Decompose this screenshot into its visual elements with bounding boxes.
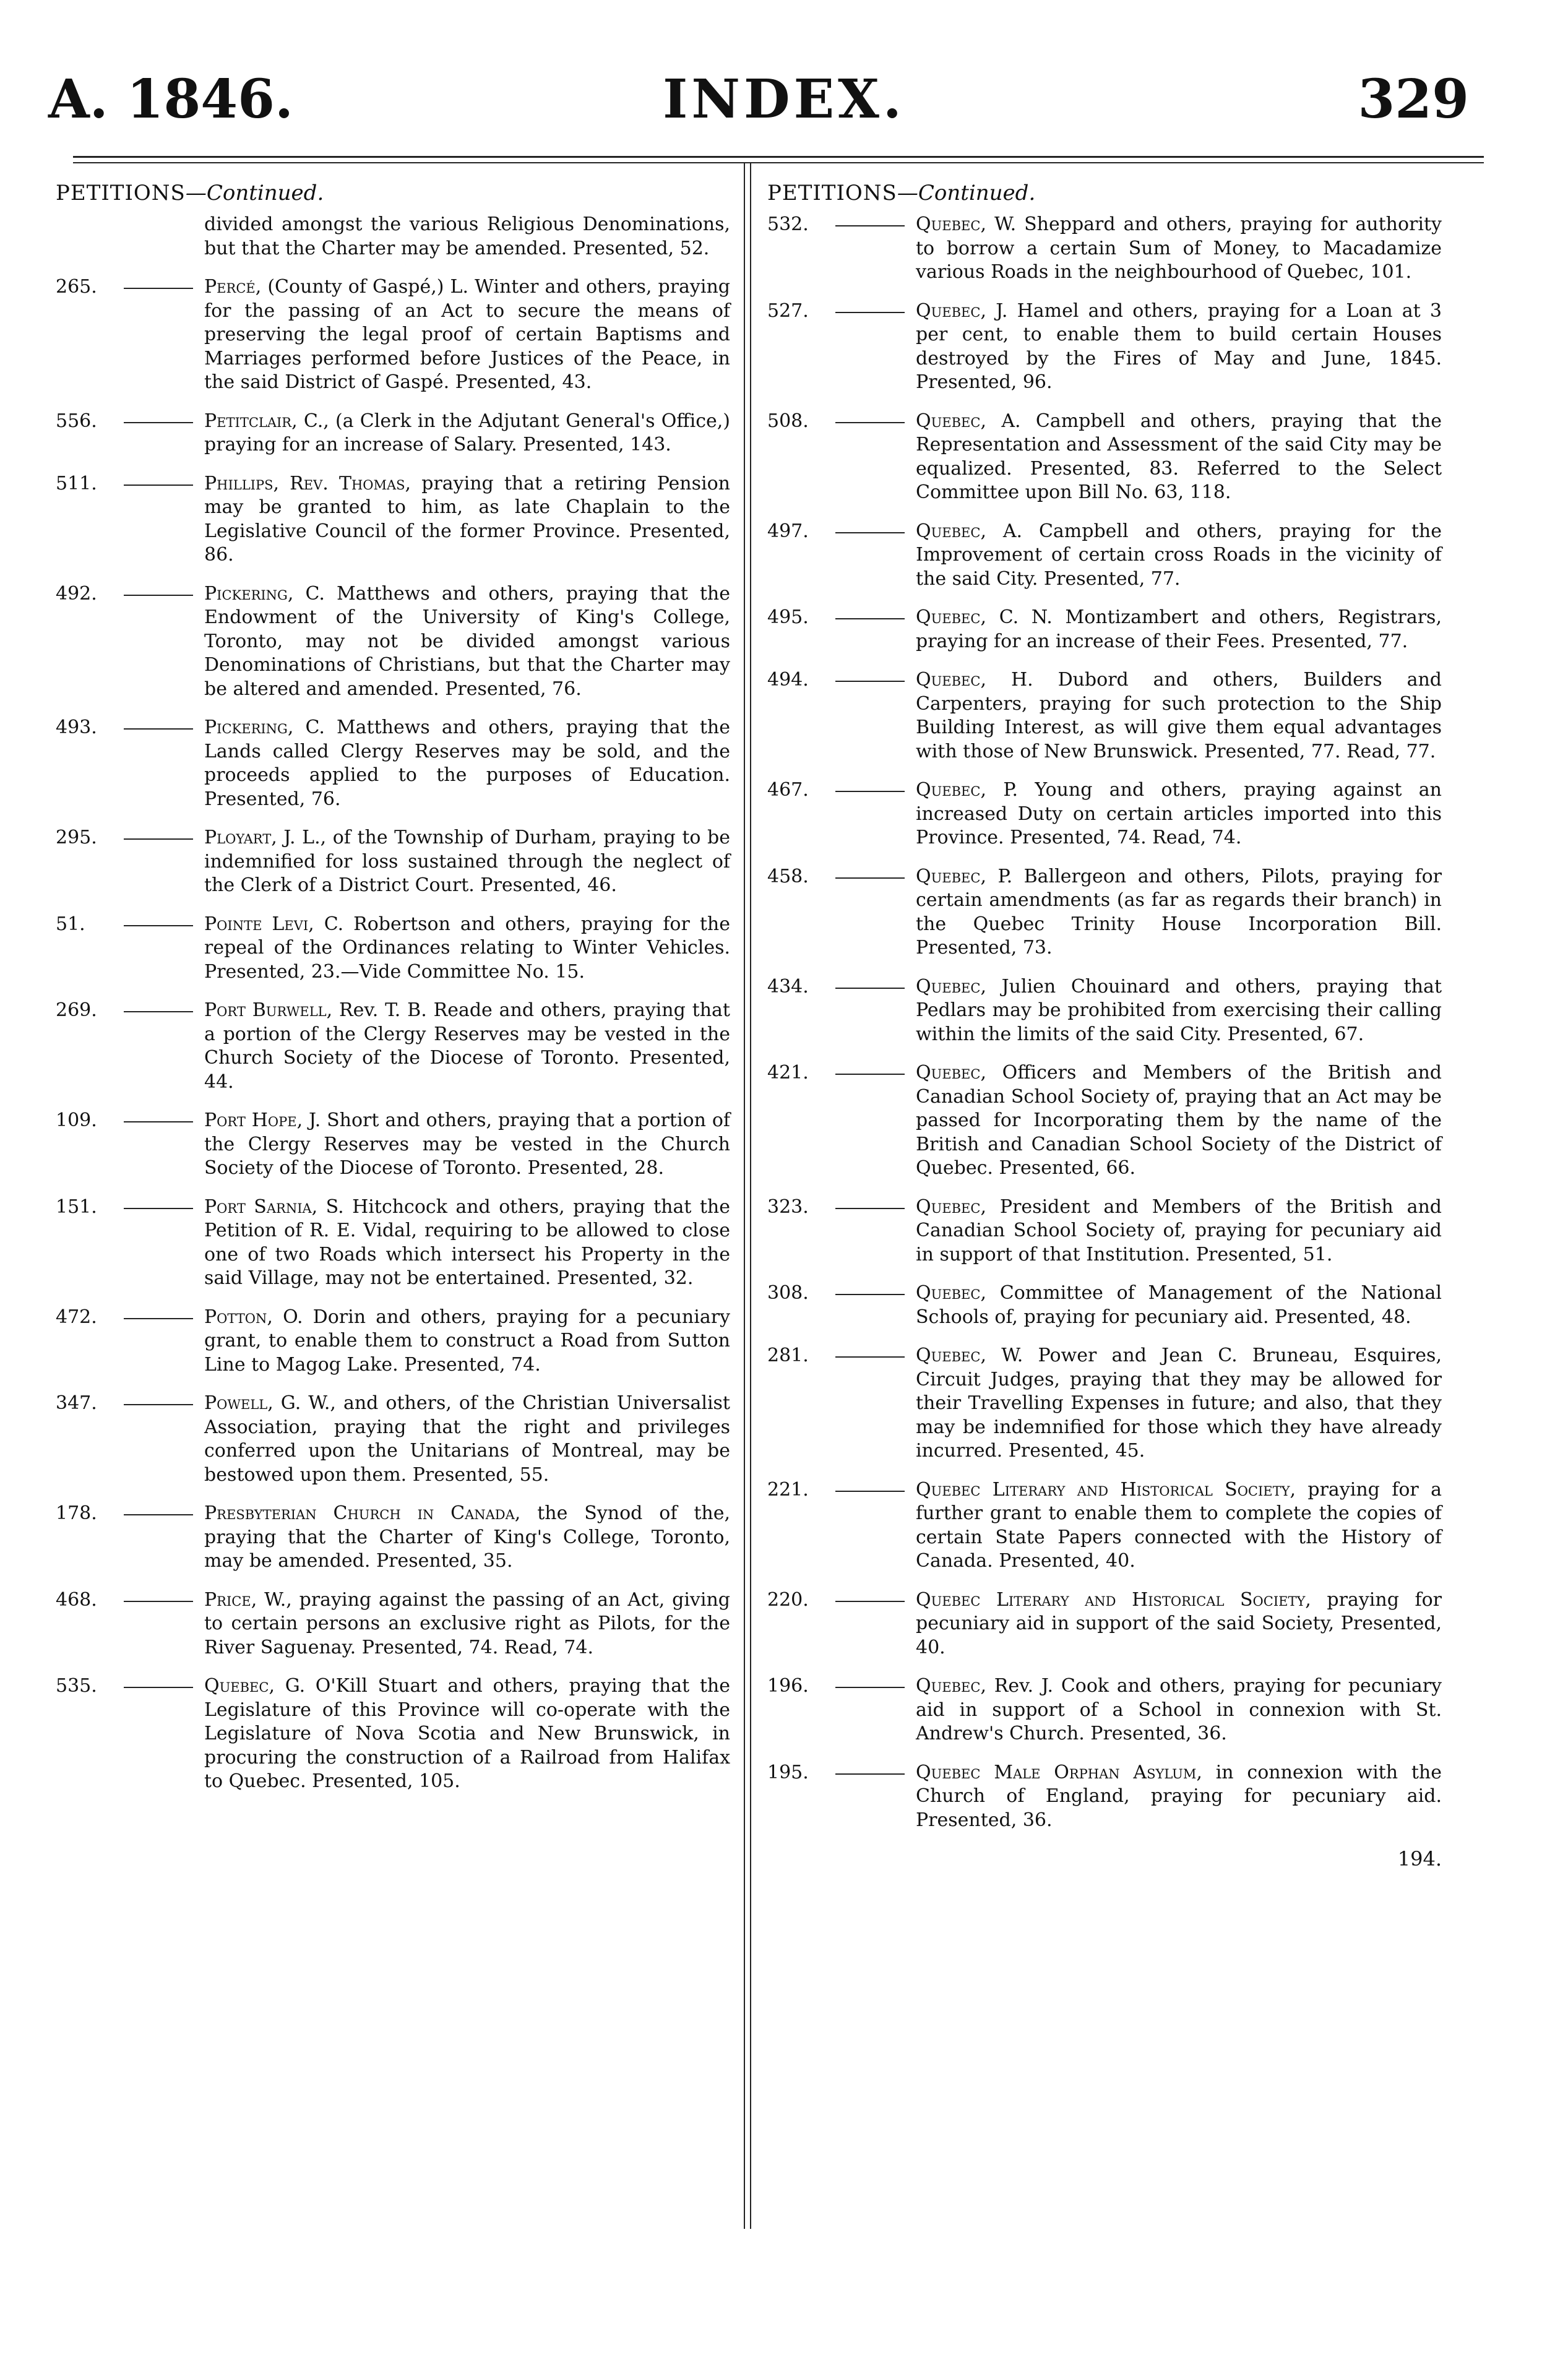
- entry-text: G. W., and others, of the Christian Universalist Association, praying that the right and privileges conferred upon the Unitarians of Montreal, may be bestowed upon them. Presented, 55.: [204, 1392, 730, 1486]
- index-entry: [767, 1478, 1442, 1574]
- petition-number: 535.: [56, 1675, 97, 1697]
- leader-dash: [835, 681, 905, 682]
- leader-dash: [835, 1773, 905, 1775]
- index-entry: [767, 1061, 1442, 1181]
- petition-number: 527.: [767, 299, 809, 322]
- petitioner-name: Quebec,: [916, 669, 986, 691]
- index-entry: [56, 1588, 730, 1660]
- petitioner-name: Presbyterian Church in Canada,: [204, 1502, 521, 1524]
- index-entry: [767, 778, 1442, 850]
- entry-text: W. Sheppard and others, praying for authority to borrow a certain Sum of Money, to Macadamize various Roads in the neighbourhood of Quebec, 101.: [916, 213, 1442, 283]
- petitioner-name: Phillips, Rev. Thomas,: [204, 472, 411, 494]
- petition-number: 458.: [767, 865, 809, 887]
- entry-text: the Synod of the, praying that the Charter of King's College, Toronto, may be amended. Presented, 35.: [204, 1502, 730, 1572]
- petitioner-name: Pointe Levi,: [204, 913, 314, 935]
- petition-number: 508.: [767, 410, 809, 432]
- page-number: 329: [1358, 68, 1469, 131]
- session-year: A. 1846.: [48, 68, 293, 131]
- leader-dash: [124, 485, 193, 486]
- petition-number: 532.: [767, 213, 809, 235]
- section-heading: [767, 181, 1442, 208]
- entry-text: P. Ballergeon and others, Pilots, praying for certain amendments (as far as regards their branch) in the Quebec Trinity House Incorporation Bill. Presented, 73.: [916, 865, 1442, 958]
- entry-text: P. Young and others, praying against an increased Duty on certain articles imported into this Province. Presented, 74. Read, 74.: [916, 779, 1442, 848]
- petitioner-name: Quebec Literary and Historical Society,: [916, 1478, 1296, 1501]
- petitioner-name: Ployart,: [204, 827, 277, 848]
- petition-number: 109.: [56, 1109, 97, 1131]
- index-entry: [56, 1674, 730, 1794]
- index-entry: [56, 1195, 730, 1291]
- leader-dash: [124, 728, 193, 730]
- index-entry: [767, 1282, 1442, 1329]
- leader-dash: [124, 422, 193, 423]
- petitioner-name: Quebec,: [916, 520, 986, 542]
- index-entry: [56, 275, 730, 395]
- leader-dash: [124, 1404, 193, 1405]
- petition-number: 493.: [56, 717, 97, 738]
- leader-dash: [124, 1687, 193, 1688]
- petition-number: 323.: [767, 1195, 809, 1218]
- index-entry: [56, 1306, 730, 1377]
- petition-number: 497.: [767, 520, 809, 542]
- index-entry: [767, 1761, 1442, 1833]
- petition-number: 495.: [767, 606, 809, 628]
- petitioner-name: Quebec,: [916, 1345, 986, 1366]
- index-entry: [767, 1674, 1442, 1746]
- petition-number: 51.: [56, 913, 85, 935]
- index-entry: [767, 1588, 1442, 1660]
- entry-list: [767, 213, 1442, 1832]
- page-title: INDEX.: [663, 68, 905, 131]
- petitioner-name: Quebec,: [916, 299, 986, 322]
- petition-number: 195.: [767, 1761, 809, 1783]
- petitioner-name: Quebec,: [204, 1675, 275, 1697]
- right-column: [767, 181, 1442, 1872]
- petition-number: 220.: [767, 1588, 809, 1611]
- entry-text: Officers and Members of the British and Canadian School Society of, praying that an Act may be passed for Incorporating them by the name of the British and Canadian School Society of the District of Quebec. Presented, 66.: [916, 1062, 1442, 1179]
- entry-text: A. Campbell and others, praying for the Improvement of certain cross Roads in the vicinity of the said City. Presented, 77.: [916, 520, 1442, 590]
- petitioner-name: Port Burwell,: [204, 999, 333, 1021]
- index-entry: [767, 975, 1442, 1047]
- entry-text: J. L., of the Township of Durham, praying to be indemnified for loss sustained through the neglect of the Clerk of a District Court. Presented, 46.: [204, 827, 730, 896]
- petition-number: 511.: [56, 472, 97, 494]
- section-continued: —Continued.: [185, 181, 324, 205]
- petitioner-name: Potton,: [204, 1306, 273, 1328]
- petition-number: 347.: [56, 1392, 97, 1414]
- entry-text: praying for a further grant to enable them to complete the copies of certain State Papers connected with the History of Canada. Presented, 40.: [916, 1478, 1442, 1572]
- petition-number: 492.: [56, 582, 97, 605]
- index-entry: [767, 299, 1442, 395]
- petitioner-name: Quebec,: [916, 779, 986, 801]
- leader-dash: [835, 1601, 905, 1602]
- page-header: [0, 68, 1568, 142]
- petition-number: 308.: [767, 1282, 809, 1304]
- entry-text: C. Matthews and others, praying that the Lands called Clergy Reserves may be sold, and the proceeds applied to the purposes of Education. Presented, 76.: [204, 717, 730, 810]
- petitioner-name: Quebec,: [916, 1282, 986, 1304]
- petitioner-name: Port Hope,: [204, 1109, 303, 1131]
- entry-text: Rev. T. B. Reade and others, praying that a portion of the Clergy Reserves may be vested in the Church Society of the Diocese of Toronto. Presented, 44.: [204, 999, 730, 1093]
- entry-text: G. O'Kill Stuart and others, praying that the Legislature of this Province will co-operate with the Legislature of Nova Scotia and New Brunswick, in procuring the construction of a Railroad from Halifax to Quebec. Presented, 105.: [204, 1675, 730, 1792]
- index-entry: [767, 668, 1442, 764]
- catchword-row: [767, 1847, 1442, 1872]
- petitioner-name: Quebec,: [916, 1062, 986, 1083]
- leader-dash: [124, 1318, 193, 1319]
- leader-dash: [124, 1514, 193, 1515]
- leader-dash: [124, 1011, 193, 1012]
- petition-number: 467.: [767, 779, 809, 801]
- petition-number: 265.: [56, 276, 97, 298]
- index-entry: [56, 1502, 730, 1574]
- petitioner-name: Quebec,: [916, 975, 986, 997]
- petition-number: 421.: [767, 1062, 809, 1083]
- header-rule: [73, 156, 1484, 158]
- petitioner-name: Petitclair,: [204, 410, 298, 432]
- section-continued: —Continued.: [897, 181, 1036, 205]
- index-entry: [767, 1195, 1442, 1267]
- leader-dash: [835, 1491, 905, 1492]
- entry-text: W., praying against the passing of an Act, giving to certain persons an exclusive right as Pilots, for the River Saguenay. Presented, 74. Read, 74.: [204, 1588, 730, 1658]
- entry-text: praying for pecuniary aid in support of the said Society, Presented, 40.: [916, 1588, 1442, 1658]
- entry-text: H. Dubord and others, Builders and Carpenters, praying for such protection to the Ship Building Interest, as will give them equal advantages with those of New Brunswick. Presented, 77. Read, 77.: [916, 669, 1442, 762]
- leader-dash: [835, 791, 905, 792]
- leader-dash: [835, 618, 905, 619]
- petitioner-name: Quebec,: [916, 410, 986, 432]
- index-entry: [56, 472, 730, 567]
- entry-text: President and Members of the British and Canadian School Society of, praying for pecuniary aid in support of that Institution. Presented, 51.: [916, 1195, 1442, 1265]
- petition-number: 468.: [56, 1588, 97, 1611]
- index-entry: [767, 865, 1442, 960]
- section-heading: [56, 181, 730, 208]
- entry-text: Committee of Management of the National Schools of, praying for pecuniary aid. Presented, 48.: [916, 1282, 1442, 1328]
- entry-text: C., (a Clerk in the Adjutant General's Office,) praying for an increase of Salary. Presented, 143.: [204, 410, 730, 455]
- petitioner-name: Quebec Literary and Historical Society,: [916, 1588, 1311, 1611]
- entry-text: C. Matthews and others, praying that the Endowment of the University of King's College, Toronto, may not be divided amongst various Denominations of Christians, but that the Charter may be altered and amended. Presented, 76.: [204, 582, 730, 700]
- leader-dash: [835, 225, 905, 226]
- leader-dash: [835, 1294, 905, 1295]
- petition-number: 434.: [767, 975, 809, 997]
- entry-text: praying that a retiring Pension may be granted to him, as late Chaplain to the Legislative Council of the former Province. Presented, 86.: [204, 472, 731, 566]
- entry-text: C. N. Montizambert and others, Registrars, praying for an increase of their Fees. Presented, 77.: [916, 606, 1442, 652]
- leader-dash: [835, 1687, 905, 1688]
- petitioner-name: Powell,: [204, 1392, 274, 1414]
- entry-text: J. Short and others, praying that a portion of the Clergy Reserves may be vested in the Church Society of the Diocese of Toronto. Presented, 28.: [204, 1109, 730, 1179]
- entry-text: Rev. J. Cook and others, praying for pecuniary aid in support of a School in connexion with St. Andrew's Church. Presented, 36.: [916, 1675, 1442, 1744]
- petitioner-name: Price,: [204, 1588, 257, 1611]
- petitioner-name: Pickering,: [204, 717, 294, 738]
- index-entry: [56, 1392, 730, 1487]
- petitioner-name: Port Sarnia,: [204, 1195, 318, 1218]
- entry-text: J. Hamel and others, praying for a Loan at 3 per cent, to enable them to build certain Houses destroyed by the Fires of May and June, 1845. Presented, 96.: [916, 299, 1442, 393]
- leader-dash: [124, 1208, 193, 1209]
- leader-dash: [124, 1121, 193, 1122]
- leader-dash: [835, 312, 905, 313]
- petition-number: 281.: [767, 1345, 809, 1366]
- index-entry: [56, 582, 730, 702]
- column-divider: [744, 162, 751, 2229]
- entry-text: S. Hitchcock and others, praying that the Petition of R. E. Vidal, requiring to be allowed to close one of two Roads which intersect his Property in the said Village, may not be entertained. Presented, 32.: [204, 1195, 730, 1289]
- index-entry: [56, 1109, 730, 1181]
- leader-dash: [835, 988, 905, 989]
- entry-text: Julien Chouinard and others, praying that Pedlars may be prohibited from exercising their calling within the limits of the said City. Presented, 67.: [916, 975, 1442, 1045]
- petitioner-name: Quebec,: [916, 1675, 986, 1697]
- leader-dash: [835, 877, 905, 879]
- petitioner-name: Percé,: [204, 276, 262, 298]
- index-entry: [56, 999, 730, 1094]
- entry-text: C. Robertson and others, praying for the repeal of the Ordinances relating to Winter Vehicles. Presented, 23.—Vide Committee No. 15.: [204, 913, 730, 983]
- petitioner-name: Quebec,: [916, 213, 986, 235]
- leader-dash: [124, 1601, 193, 1602]
- index-entry: [767, 520, 1442, 592]
- leader-dash: [835, 422, 905, 423]
- petition-number: 221.: [767, 1478, 809, 1501]
- entry-text: in connexion with the Church of England, praying for pecuniary aid. Presented, 36.: [916, 1761, 1442, 1831]
- petitioner-name: Quebec,: [916, 1195, 986, 1218]
- entry-list: [56, 275, 730, 1794]
- index-entry: [56, 410, 730, 457]
- continuation-entry: [56, 213, 730, 261]
- petition-number: 295.: [56, 827, 97, 848]
- leader-dash: [835, 1208, 905, 1209]
- index-entry: [56, 913, 730, 984]
- leader-dash: [124, 288, 193, 289]
- entry-text: W. Power and Jean C. Bruneau, Esquires, Circuit Judges, praying that they may be allowed for their Travelling Expenses in future; and also, that they may be indemnified for those which they have already incurred. Presented, 45.: [916, 1345, 1442, 1462]
- index-entry: [56, 716, 730, 811]
- left-column: [56, 181, 730, 1809]
- petition-number: 472.: [56, 1306, 97, 1328]
- index-entry: [767, 213, 1442, 285]
- petition-number: 269.: [56, 999, 97, 1021]
- index-entry: [56, 826, 730, 898]
- leader-dash: [835, 1074, 905, 1075]
- leader-dash: [835, 1356, 905, 1358]
- entry-text: A. Campbell and others, praying that the Representation and Assessment of the said City may be equalized. Presented, 83. Referred to the Select Committee upon Bill No. 63, 118.: [916, 410, 1442, 503]
- petitioner-name: Pickering,: [204, 582, 294, 605]
- leader-dash: [835, 532, 905, 533]
- index-entry: [767, 410, 1442, 505]
- petition-number: 556.: [56, 410, 97, 432]
- petition-number: 178.: [56, 1502, 97, 1524]
- entry-text: (County of Gaspé,) L. Winter and others, praying for the passing of an Act to secure the means of preserving the legal proof of certain Baptisms and Marriages performed before Justices of the Peace, in the said District of Gaspé. Presented, 43.: [204, 276, 730, 393]
- section-title: PETITIONS: [767, 181, 897, 205]
- petition-number: 196.: [767, 1675, 809, 1697]
- petitioner-name: Quebec,: [916, 865, 986, 887]
- leader-dash: [124, 838, 193, 840]
- petition-number: 151.: [56, 1195, 97, 1218]
- leader-dash: [124, 595, 193, 596]
- entry-text: divided amongst the various Religious Denominations, but that the Charter may be amended. Presented, 52.: [204, 213, 730, 259]
- index-entry: [767, 1344, 1442, 1463]
- entry-text: O. Dorin and others, praying for a pecuniary grant, to enable them to construct a Road from Sutton Line to Magog Lake. Presented, 74.: [204, 1306, 730, 1376]
- catchword: 194.: [1397, 1847, 1442, 1871]
- petitioner-name: Quebec,: [916, 606, 986, 628]
- leader-dash: [124, 925, 193, 926]
- index-entry: [767, 606, 1442, 653]
- header-rule-thin: [73, 162, 1484, 163]
- section-title: PETITIONS: [56, 181, 186, 205]
- petition-number: 494.: [767, 669, 809, 691]
- petitioner-name: Quebec Male Orphan Asylum,: [916, 1761, 1202, 1783]
